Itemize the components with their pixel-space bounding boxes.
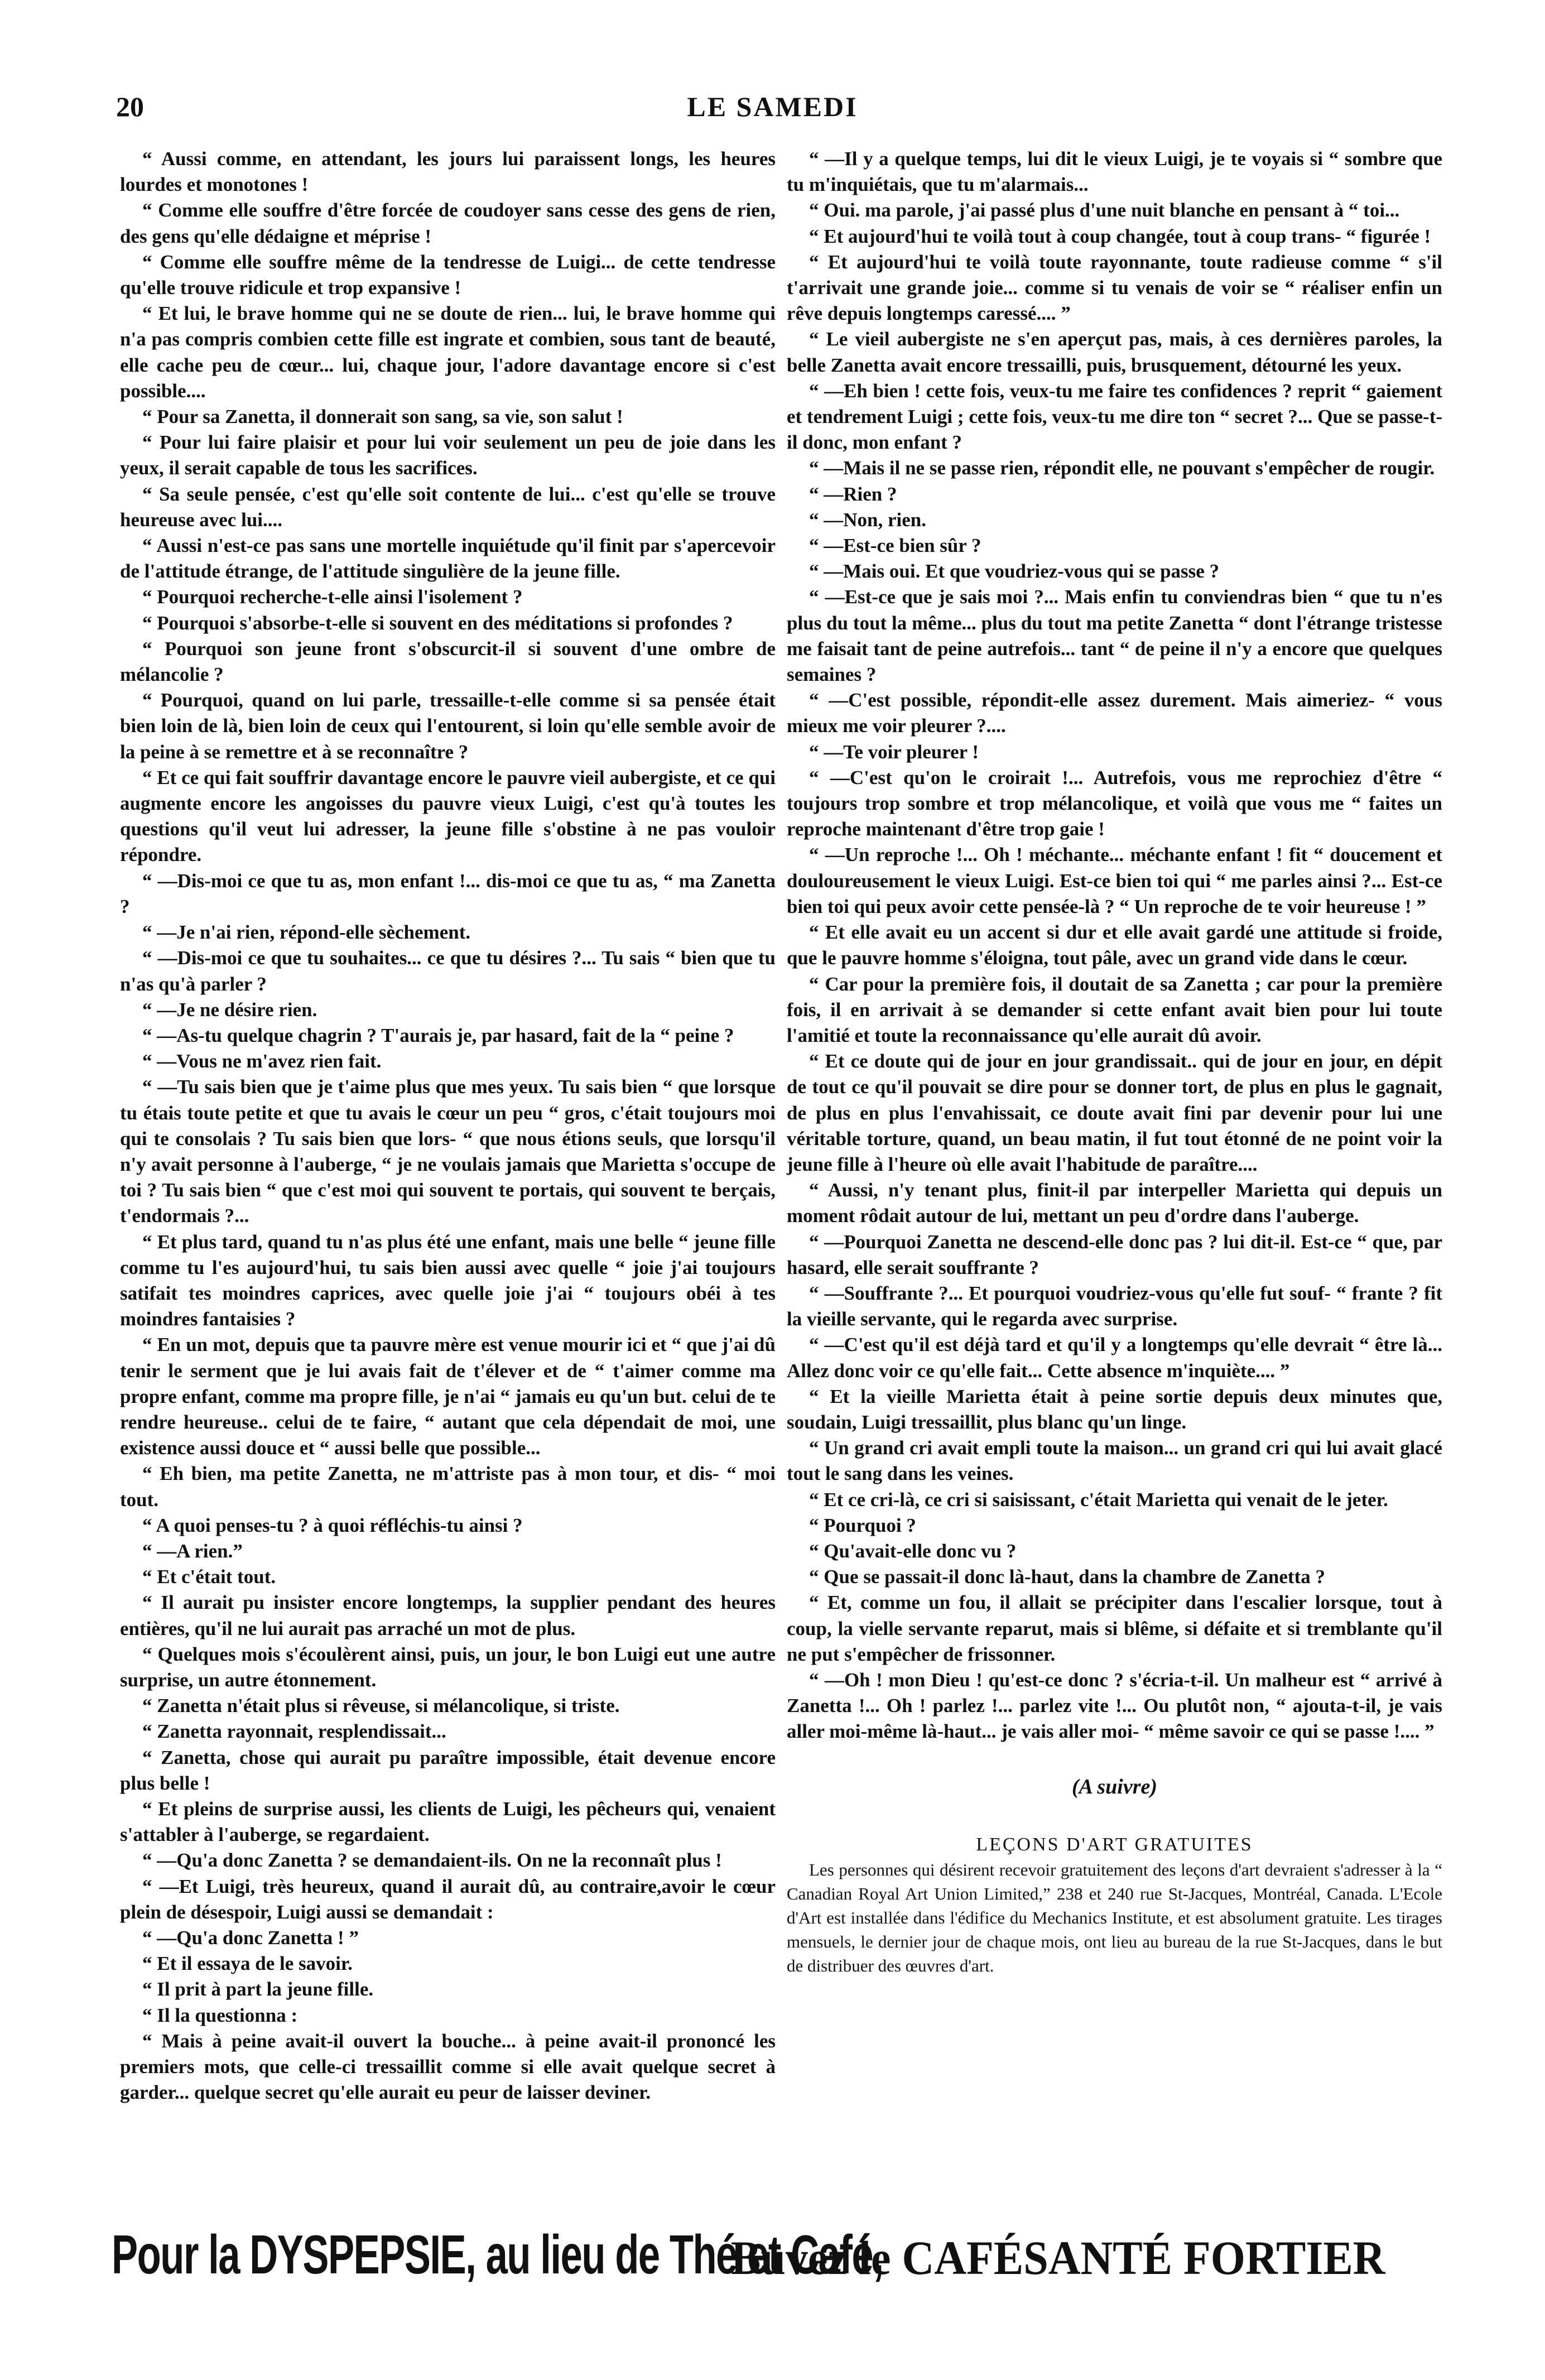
paragraph: “ Et, comme un fou, il allait se précipiter dans l'escalier lorsque, tout à coup, la vielle servante reparut, mais si blême, si défaite et si tremblante qu'il ne put s'empêcher de frissonner. bbox=[787, 1592, 1442, 1665]
paragraph: “ Et elle avait eu un accent si dur et elle avait gardé une attitude si froide, que le pauvre homme s'éloigna, tout pâle, avec un grand vide dans le cœur. bbox=[787, 921, 1442, 969]
paragraph: “ —Qu'a donc Zanetta ! ” bbox=[142, 1927, 359, 1949]
paragraph: “ Car pour la première fois, il doutait de sa Zanetta ; car pour la première fois, il en arrivait à se demander si cette enfant avait bien pour lui toute l'amitié et toute la reconnaissance qu'elle aurait dû avoir. bbox=[787, 973, 1442, 1046]
paragraph: “ Et lui, le brave homme qui ne se doute de rien... lui, le brave homme qui n'a pas compris combien cette fille est ingrate et combien, sous tant de beauté, elle cache peu de cœur... lui, chaque jour, l'adore davantage encore si c'est possible.... bbox=[120, 302, 776, 402]
paragraph: “ Comme elle souffre même de la tendresse de Luigi... de cette tendresse qu'elle trouve ridicule et trop expansive ! bbox=[120, 251, 776, 299]
lecons-notice: Les personnes qui désirent recevoir gratuitement des leçons d'art devraient s'adresser à la “ Canadian Royal Art Union Limited,” 238 et 240 rue St-Jacques, Montréal, Canada. L'Ecole d'Art est installée dans l'édifice du Mechanics Institute, et est absolument gratuite. Les tirages mensuels, le dernier jour de chaque mois, ont lieu au bureau de la rue St-Jacques, dans le but de distribuer des œuvres d'art. bbox=[787, 1860, 1442, 1975]
paragraph: “ —Mais il ne se passe rien, répondit elle, ne pouvant s'empêcher de rougir. bbox=[809, 457, 1435, 479]
paragraph: “ Et aujourd'hui te voilà tout à coup changée, tout à coup trans- “ figurée ! bbox=[809, 225, 1431, 247]
right-column-text bbox=[787, 146, 1442, 1745]
advertisement-banner bbox=[112, 2220, 1440, 2304]
paragraph: “ Zanetta, chose qui aurait pu paraître impossible, était devenue encore plus belle ! bbox=[120, 1746, 776, 1794]
paragraph: “ —Est-ce que je sais moi ?... Mais enfin tu conviendras bien “ que tu n'es plus du tout la même... plus du tout ma petite Zanetta “ dont l'étrange tristesse me faisait tant de peine autrefois... tant “ de peine il n'y a encore que quelques semaines ? bbox=[787, 586, 1442, 686]
paragraph: “ Pourquoi, quand on lui parle, tressaille-t-elle comme si sa pensée était bien loin de là, bien loin de ceux qui l'entourent, si loin qu'elle semble avoir de la peine à se remettre et à se reconnaître ? bbox=[120, 689, 776, 763]
paragraph: “ Et plus tard, quand tu n'as plus été une enfant, mais une belle “ jeune fille comme tu l'es aujourd'hui, tu sais bien aussi avec quelle “ joie j'ai toujours satifait tes moindres caprices, avec quelle joie j'ai “ toujours obéi à tes moindres fantaisies ? bbox=[120, 1230, 776, 1330]
paragraph: “ Quelques mois s'écoulèrent ainsi, puis, un jour, le bon Luigi eut une autre surprise, un autre étonnement. bbox=[120, 1643, 776, 1691]
paragraph: “ Et c'était tout. bbox=[142, 1566, 276, 1588]
paragraph: “ Pourquoi son jeune front s'obscurcit-il si souvent d'une ombre de mélancolie ? bbox=[120, 637, 776, 686]
paragraph: “ —Non, rien. bbox=[809, 508, 926, 531]
paragraph: “ —C'est qu'on le croirait !... Autrefois, vous me reprochiez d'être “ toujours trop sombre et trop mélancolique, et voilà que vous me “ faites un reproche maintenant d'être trop gaie ! bbox=[787, 766, 1442, 840]
paragraph: “ Et aujourd'hui te voilà toute rayonnante, toute radieuse comme “ s'il t'arrivait une grande joie... comme si tu venais de voir se “ réaliser enfin un rêve depuis longtemps caressé.... ” bbox=[787, 251, 1442, 325]
left-column bbox=[120, 146, 776, 2105]
paragraph: “ Et pleins de surprise aussi, les clients de Luigi, les pêcheurs qui, venaient s'attabler à l'auberge, se regardaient. bbox=[120, 1798, 776, 1846]
page-header bbox=[0, 90, 1545, 129]
paragraph: “ —Dis-moi ce que tu as, mon enfant !... dis-moi ce que tu as, “ ma Zanetta ? bbox=[120, 869, 776, 917]
paragraph: “ —C'est qu'il est déjà tard et qu'il y a longtemps qu'elle devrait “ être là... Allez donc voir ce qu'elle fait... Cette absence m'inquiète.... ” bbox=[787, 1334, 1442, 1382]
paragraph: “ Aussi comme, en attendant, les jours lui paraissent longs, les heures lourdes et monotones ! bbox=[120, 148, 776, 196]
paragraph: “ Zanetta rayonnait, resplendissait... bbox=[142, 1720, 446, 1743]
paragraph: “ Il prit à part la jeune fille. bbox=[142, 1978, 374, 2001]
paragraph: “ —As-tu quelque chagrin ? T'aurais je, par hasard, fait de la “ peine ? bbox=[142, 1024, 734, 1046]
paragraph: “ —Est-ce bien sûr ? bbox=[809, 535, 981, 557]
paragraph: “ Comme elle souffre d'être forcée de coudoyer sans cesse des gens de rien, des gens qu'elle dédaigne et méprise ! bbox=[120, 199, 776, 247]
a-suivre-note: (A suivre) bbox=[1071, 1775, 1158, 1799]
paragraph: “ Le vieil aubergiste ne s'en aperçut pas, mais, à ces dernières paroles, la belle Zanetta avait encore tressailli, puis, brusquement, détourné les yeux. bbox=[787, 328, 1442, 376]
paragraph: “ Pourquoi ? bbox=[809, 1514, 916, 1536]
paragraph: “ En un mot, depuis que ta pauvre mère est venue mourir ici et “ que j'ai dû tenir le serment que je lui avais fait de t'élever et de “ t'aimer comme ma propre enfant, comme ma propre fille, je n'ai “ jamais eu qu'un but. celui de te rendre heureuse.. celui de te faire, “ autant que cela dépendait de moi, une existence aussi douce et “ aussi belle que possible... bbox=[120, 1334, 776, 1459]
paragraph: “ Et il essaya de le savoir. bbox=[142, 1953, 353, 1975]
running-head: LE SAMEDI bbox=[687, 91, 858, 122]
paragraph: “ —Tu sais bien que je t'aime plus que mes yeux. Tu sais bien “ que lorsque tu étais toute petite et que tu avais le cœur un peu “ gros, c'était toujours moi qui te consolais ? Tu sais bien que lors- “ que nous étions seuls, que lorsqu'il n'y avait personne à l'auberge, “ je ne voulais jamais que Marietta s'occupe de toi ? Tu sais bien “ que c'est moi qui souvent te portais, qui souvent te berçais, t'endormais ?... bbox=[120, 1076, 776, 1227]
paragraph: “ Eh bien, ma petite Zanetta, ne m'attriste pas à mon tour, et dis- “ moi tout. bbox=[120, 1463, 776, 1511]
paragraph: “ —C'est possible, répondit-elle assez durement. Mais aimeriez- “ vous mieux me voir pleurer ?.... bbox=[787, 689, 1442, 737]
page-number: 20 bbox=[116, 91, 144, 122]
paragraph: “ Et ce cri-là, ce cri si saisissant, c'était Marietta qui venait de le jeter. bbox=[809, 1488, 1388, 1511]
paragraph: “ —Un reproche !... Oh ! méchante... méchante enfant ! fit “ doucement et douloureusement le vieux Luigi. Est-ce bien toi qui “ me parles ainsi ?... Est-ce bien toi qui peux avoir cette pensée-là ? “ Un reproche de te voir heureuse ! ” bbox=[787, 844, 1442, 917]
paragraph: “ Et la vieille Marietta était à peine sortie depuis deux minutes que, soudain, Luigi tressaillit, plus blanc qu'un linge. bbox=[787, 1385, 1442, 1433]
paragraph: “ Que se passait-il donc là-haut, dans la chambre de Zanetta ? bbox=[809, 1566, 1325, 1588]
paragraph: “ —Il y a quelque temps, lui dit le vieux Luigi, je te voyais si “ sombre que tu m'inquiétais, que tu m'alarmais... bbox=[787, 148, 1442, 196]
paragraph: “ Sa seule pensée, c'est qu'elle soit contente de lui... c'est qu'elle se trouve heureuse avec lui.... bbox=[120, 483, 776, 531]
paragraph: “ Pour lui faire plaisir et pour lui voir seulement un peu de joie dans les yeux, il serait capable de tous les sacrifices. bbox=[120, 431, 776, 479]
paragraph: “ —Rien ? bbox=[809, 483, 897, 505]
paragraph: “ Mais à peine avait-il ouvert la bouche... à peine avait-il prononcé les premiers mots, que celle-ci tressaillit comme si elle avait quelque secret à garder... quelque secret qu'elle aurait eu peur de laisser deviner. bbox=[120, 2030, 776, 2104]
paragraph: “ —Vous ne m'avez rien fait. bbox=[142, 1050, 382, 1073]
paragraph: “ Il la questionna : bbox=[142, 2004, 298, 2026]
paragraph: “ Zanetta n'était plus si rêveuse, si mélancolique, si triste. bbox=[142, 1695, 620, 1717]
paragraph: “ Un grand cri avait empli toute la maison... un grand cri qui lui avait glacé tout le sang dans les veines. bbox=[787, 1437, 1442, 1485]
paragraph: “ —Dis-moi ce que tu souhaites... ce que tu désires ?... Tu sais “ bien que tu n'as qu'à parler ? bbox=[120, 947, 776, 995]
paragraph: “ Pourquoi recherche-t-elle ainsi l'isolement ? bbox=[142, 586, 523, 608]
paragraph: “ —Mais oui. Et que voudriez-vous qui se passe ? bbox=[809, 560, 1220, 583]
paragraph: “ —Qu'a donc Zanetta ? se demandaient-ils. On ne la reconnaît plus ! bbox=[142, 1849, 722, 1872]
right-column bbox=[787, 146, 1442, 1978]
paragraph: “ Oui. ma parole, j'ai passé plus d'une nuit blanche en pensant à “ toi... bbox=[809, 199, 1400, 222]
paragraph: “ Pourquoi s'absorbe-t-elle si souvent en des méditations si profondes ? bbox=[142, 612, 733, 634]
ad-dyspepsie-text: Pour la DYSPEPSIE, au lieu de Thé et Café, bbox=[112, 2224, 883, 2285]
paragraph: “ Pour sa Zanetta, il donnerait son sang, sa vie, son salut ! bbox=[142, 406, 623, 428]
paragraph: “ Qu'avait-elle donc vu ? bbox=[809, 1540, 1017, 1562]
paragraph: “ —Je ne désire rien. bbox=[142, 998, 317, 1021]
paragraph: “ —Eh bien ! cette fois, veux-tu me faire tes confidences ? reprit “ gaiement et tendrement Luigi ; cette fois, veux-tu me dire ton “ secret ?... Que se passe-t-il donc, mon enfant ? bbox=[787, 379, 1442, 454]
paragraph: “ Et ce qui fait souffrir davantage encore le pauvre vieil aubergiste, et ce qui augmente encore les angoisses du pauvre vieux Luigi, c'est qu'à toutes les questions qu'il veut lui adresser, la jeune fille s'obstine à ne pas vouloir répondre. bbox=[120, 766, 776, 866]
paragraph: “ —Te voir pleurer ! bbox=[809, 741, 979, 763]
ad-cafesante-text: Buvez le CAFÉSANTÉ FORTIER bbox=[731, 2231, 1385, 2285]
paragraph: “ —Et Luigi, très heureux, quand il aurait dû, au contraire,avoir le cœur plein de désespoir, Luigi aussi se demandait : bbox=[120, 1875, 776, 1923]
paragraph: “ Il aurait pu insister encore longtemps, la supplier pendant des heures entières, qu'il ne lui aurait pas arraché un mot de plus. bbox=[120, 1592, 776, 1639]
paragraph: “ —Pourquoi Zanetta ne descend-elle donc pas ? lui dit-il. Est-ce “ que, par hasard, elle serait souffrante ? bbox=[787, 1230, 1442, 1278]
paragraph: “ —A rien.” bbox=[142, 1540, 243, 1562]
lecons-heading: LEÇONS D'ART GRATUITES bbox=[976, 1834, 1253, 1855]
paragraph: “ A quoi penses-tu ? à quoi réfléchis-tu ainsi ? bbox=[142, 1514, 523, 1536]
paragraph: “ Aussi, n'y tenant plus, finit-il par interpeller Marietta qui depuis un moment rôdait autour de lui, mettant un peu d'ordre dans l'auberge. bbox=[787, 1179, 1442, 1227]
paragraph: “ Et ce doute qui de jour en jour grandissait.. qui de jour en jour, en dépit de tout ce qu'il pouvait se dire pour se donner tort, de plus en plus le gagnait, de plus en plus l'envahissait, ce doute avait fini par devenir pour lui une véritable torture, quand, un beau matin, il fut tout étonné de ne point voir la jeune fille à l'heure où elle avait l'habitude de paraître.... bbox=[787, 1050, 1442, 1175]
paragraph: “ —Oh ! mon Dieu ! qu'est-ce donc ? s'écria-t-il. Un malheur est “ arrivé à Zanetta !... Oh ! parlez !... parlez vite !... Ou plutôt non, “ ajouta-t-il, je vais aller moi-même là-haut... je vais aller moi- “ même savoir ce qui se passe !.... ” bbox=[787, 1669, 1442, 1743]
paragraph: “ —Souffrante ?... Et pourquoi voudriez-vous qu'elle fut souf- “ frante ? fit la vieille servante, qui le regarda avec surprise. bbox=[787, 1282, 1442, 1330]
paragraph: “ Aussi n'est-ce pas sans une mortelle inquiétude qu'il finit par s'apercevoir de l'attitude étrange, de l'attitude singulière de la jeune fille. bbox=[120, 535, 776, 583]
paragraph: “ —Je n'ai rien, répond-elle sèchement. bbox=[142, 921, 471, 944]
